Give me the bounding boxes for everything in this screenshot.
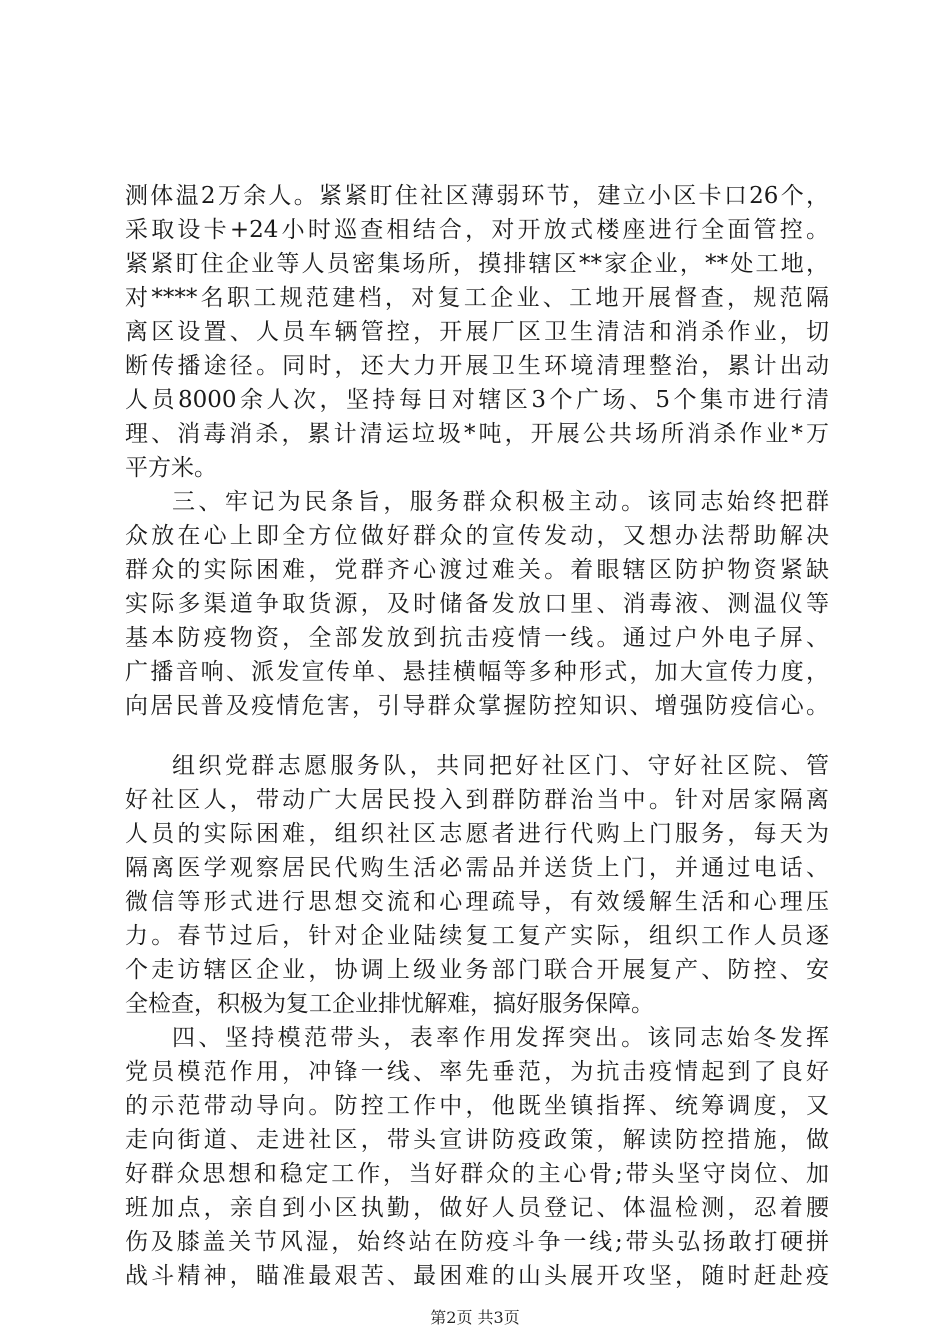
text-line: 伤及膝盖关节风湿，始终站在防疫斗争一线;带头弘扬敢打硬拼	[125, 1229, 829, 1255]
text-line: 组织党群志愿服务队，共同把好社区门、守好社区院、管	[172, 753, 829, 779]
text-line: 人员8000余人次，坚持每日对辖区3个广场、5个集市进行清	[125, 387, 829, 413]
text-line: 战斗精神，瞄准最艰苦、最困难的山头展开攻坚，随时赶赴疫	[125, 1263, 829, 1289]
text-line: 离区设置、人员车辆管控，开展厂区卫生清洁和消杀作业，切	[125, 319, 829, 345]
text-line: 好群众思想和稳定工作，当好群众的主心骨;带头坚守岗位、加	[125, 1161, 829, 1187]
text-line: 实际多渠道争取货源，及时储备发放口里、消毒液、测温仪等	[125, 591, 829, 617]
text-line: 基本防疫物资，全部发放到抗击疫情一线。通过户外电子屏、	[125, 625, 829, 651]
text-line: 力。春节过后，针对企业陆续复工复产实际，组织工作人员逐	[125, 923, 829, 949]
text-line: 党员模范作用，冲锋一线、率先垂范，为抗击疫情起到了良好	[125, 1059, 829, 1085]
text-line: 断传播途径。同时，还大力开展卫生环境清理整治，累计出动	[125, 353, 829, 379]
text-line: 人员的实际困难，组织社区志愿者进行代购上门服务，每天为	[125, 821, 829, 847]
text-line: 三、牢记为民条旨，服务群众积极主动。该同志始终把群	[172, 489, 829, 515]
text-line: 班加点，亲自到小区执勤，做好人员登记、体温检测，忍着腰	[125, 1195, 829, 1221]
text-line: 紧紧盯住企业等人员密集场所，摸排辖区**家企业，**处工地，	[125, 251, 829, 277]
text-line: 好社区人，带动广大居民投入到群防群治当中。针对居家隔离	[125, 787, 829, 813]
text-line: 隔离医学观察居民代购生活必需品并送货上门，并通过电话、	[125, 855, 829, 881]
text-line: 平方米。	[125, 455, 217, 481]
text-line: 广播音响、派发宣传单、悬挂横幅等多种形式，加大宣传力度，	[125, 659, 829, 685]
text-line: 众放在心上即全方位做好群众的宣传发动，又想办法帮助解决	[125, 523, 829, 549]
text-line: 四、坚持模范带头，表率作用发挥突出。该同志始冬发挥	[172, 1025, 829, 1051]
text-line: 个走访辖区企业，协调上级业务部门联合开展复产、防控、安	[125, 957, 829, 983]
text-line: 全检查，积极为复工企业排忧解难，搞好服务保障。	[125, 991, 654, 1017]
text-line: 采取设卡+24小时巡查相结合，对开放式楼座进行全面管控。	[125, 217, 829, 243]
text-line: 群众的实际困难，党群齐心渡过难关。着眼辖区防护物资紧缺	[125, 557, 829, 583]
text-line: 理、消毒消杀，累计清运垃圾*吨，开展公共场所消杀作业*万	[125, 421, 829, 447]
text-line: 对****名职工规范建档，对复工企业、工地开展督查，规范隔	[125, 285, 829, 311]
text-line: 的示范带动导向。防控工作中，他既坐镇指挥、统筹调度，又	[125, 1093, 829, 1119]
text-line: 走向街道、走进社区，带头宣讲防疫政策，解读防控措施，做	[125, 1127, 829, 1153]
text-line: 微信等形式进行思想交流和心理疏导，有效缓解生活和心理压	[125, 889, 829, 915]
page-footer: 第2页 共3页	[430, 1308, 520, 1327]
text-line: 测体温2万余人。紧紧盯住社区薄弱环节，建立小区卡口26个，	[125, 183, 829, 209]
text-line: 向居民普及疫情危害，引导群众掌握防控知识、增强防疫信心。	[125, 693, 829, 719]
